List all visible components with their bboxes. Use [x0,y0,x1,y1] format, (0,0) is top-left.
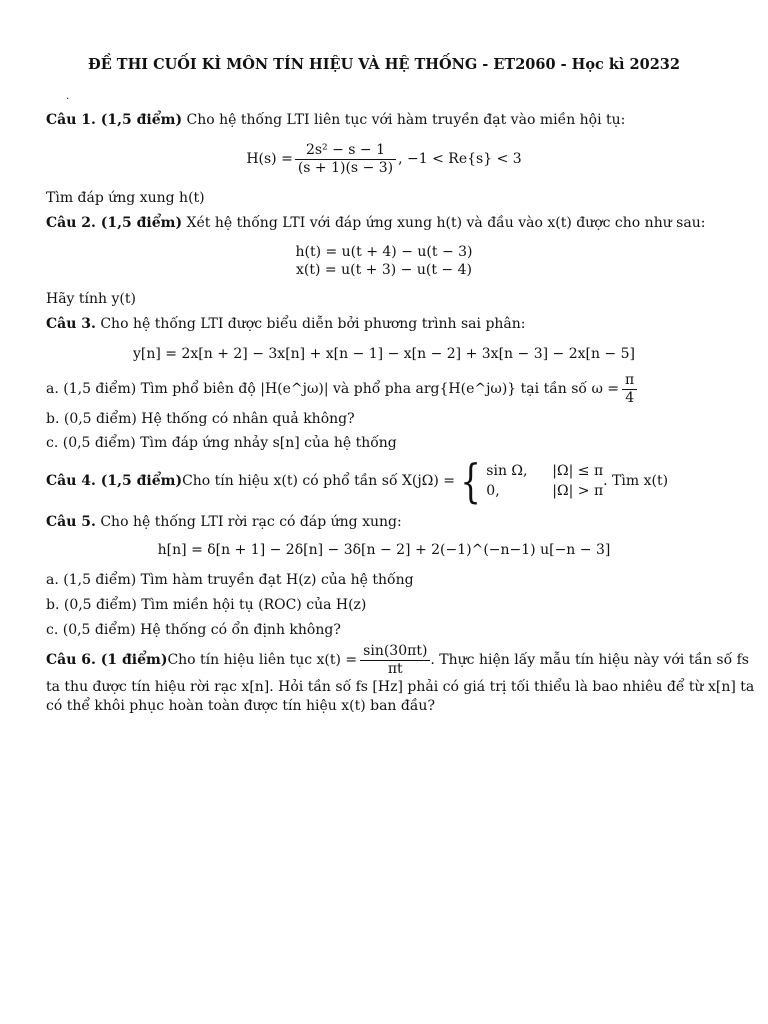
q4-case1-value: sin Ω, [486,463,528,479]
q2-ask: Hãy tính y(t) [46,291,136,307]
q6-heading: Câu 6. (1 điểm) [46,652,168,668]
q2-statement [46,214,705,232]
q6-tail: . Thực hiện lấy mẫu tín hiệu này với tần số fs [430,652,749,668]
exam-title: ĐỀ THI CUỐI KÌ MÔN TÍN HIỆU VÀ HỆ THỐNG - ET2060 - Học kì 20232 [88,56,680,73]
q1-text: Cho hệ thống LTI liên tục với hàm truyền đạt vào miền hội tụ: [182,112,626,128]
q6-fraction [360,643,430,678]
q2-text: Xét hệ thống LTI với đáp ứng xung h(t) và đầu vào x(t) được cho như sau: [182,215,706,231]
q6-statement [46,642,749,678]
q2-impulse-response: h(t) = u(t + 4) − u(t − 3) [295,244,473,260]
q3-part-a [46,372,637,406]
q4-case2-value: 0, [486,483,500,499]
stray-dot: . [66,91,70,102]
q4-cases-brace: { [460,454,481,508]
q2-input: x(t) = u(t + 3) − u(t − 4) [296,262,472,278]
q3-difference-equation: y[n] = 2x[n + 2] − 3x[n] + x[n − 1] − x[n − 2] + 3x[n − 3] − 2x[n − 5] [133,346,635,362]
q3-part-a-text: a. (1,5 điểm) Tìm phổ biên độ |H(e^jω)| và phổ pha arg{H(e^jω)} tại tần số ω = [46,381,620,397]
q3-heading: Câu 3. [46,316,96,332]
q3-omega-den: 4 [622,389,637,407]
q1-lhs: H(s) = [246,151,293,167]
q4-statement [46,454,669,508]
q4-tail: . Tìm x(t) [603,473,669,489]
q3-omega-fraction [622,372,637,407]
q1-transfer-function [0,139,768,179]
q5-impulse-response: h[n] = δ[n + 1] − 2δ[n] − 3δ[n − 2] + 2(−1)^(−n−1) u[−n − 3] [157,542,611,558]
q3-statement [46,315,526,333]
q6-line3: có thể khôi phục hoàn toàn được tín hiệu x(t) ban đầu? [46,698,435,714]
q1-heading: Câu 1. (1,5 điểm) [46,112,183,128]
q3-part-b: b. (0,5 điểm) Hệ thống có nhân quả không? [46,411,355,427]
q3-part-c: c. (0,5 điểm) Tìm đáp ứng nhảy s[n] của hệ thống [46,435,397,451]
q5-heading: Câu 5. [46,514,96,530]
q6-text: Cho tín hiệu liên tục x(t) = [167,652,358,668]
q1-fraction [295,142,396,177]
q6-line2: ta thu được tín hiệu rời rạc x[n]. Hỏi tần số fs [Hz] phải có giá trị tối thiểu là bao nhiêu để từ x[n] ta [46,679,755,695]
q5-text: Cho hệ thống LTI rời rạc có đáp ứng xung: [95,514,402,530]
q5-part-a: a. (1,5 điểm) Tìm hàm truyền đạt H(z) của hệ thống [46,572,414,588]
q4-case1-condition: |Ω| ≤ π [552,463,604,479]
q4-cases [486,461,603,501]
q4-heading: Câu 4. (1,5 điểm) [46,473,183,489]
q5-part-c: c. (0,5 điểm) Hệ thống có ổn định không? [46,622,341,638]
q3-omega-num: π [625,371,635,388]
q1-numerator: 2s² − s − 1 [305,141,385,158]
q3-text: Cho hệ thống LTI được biểu diễn bởi phương trình sai phân: [95,316,526,332]
q4-case2-condition: |Ω| > π [552,483,604,499]
q1-roc: , −1 < Re{s} < 3 [398,151,522,167]
q1-denominator: (s + 1)(s − 3) [295,159,396,177]
q1-ask: Tìm đáp ứng xung h(t) [46,190,205,206]
q4-text: Cho tín hiệu x(t) có phổ tần số X(jΩ) = [182,473,455,489]
q1-statement [46,111,625,129]
q2-heading: Câu 2. (1,5 điểm) [46,215,183,231]
q5-part-b: b. (0,5 điểm) Tìm miền hội tụ (ROC) của H(z) [46,597,367,613]
q5-statement [46,513,402,531]
q6-denominator: πt [360,660,430,678]
q6-numerator: sin(30πt) [363,642,428,659]
